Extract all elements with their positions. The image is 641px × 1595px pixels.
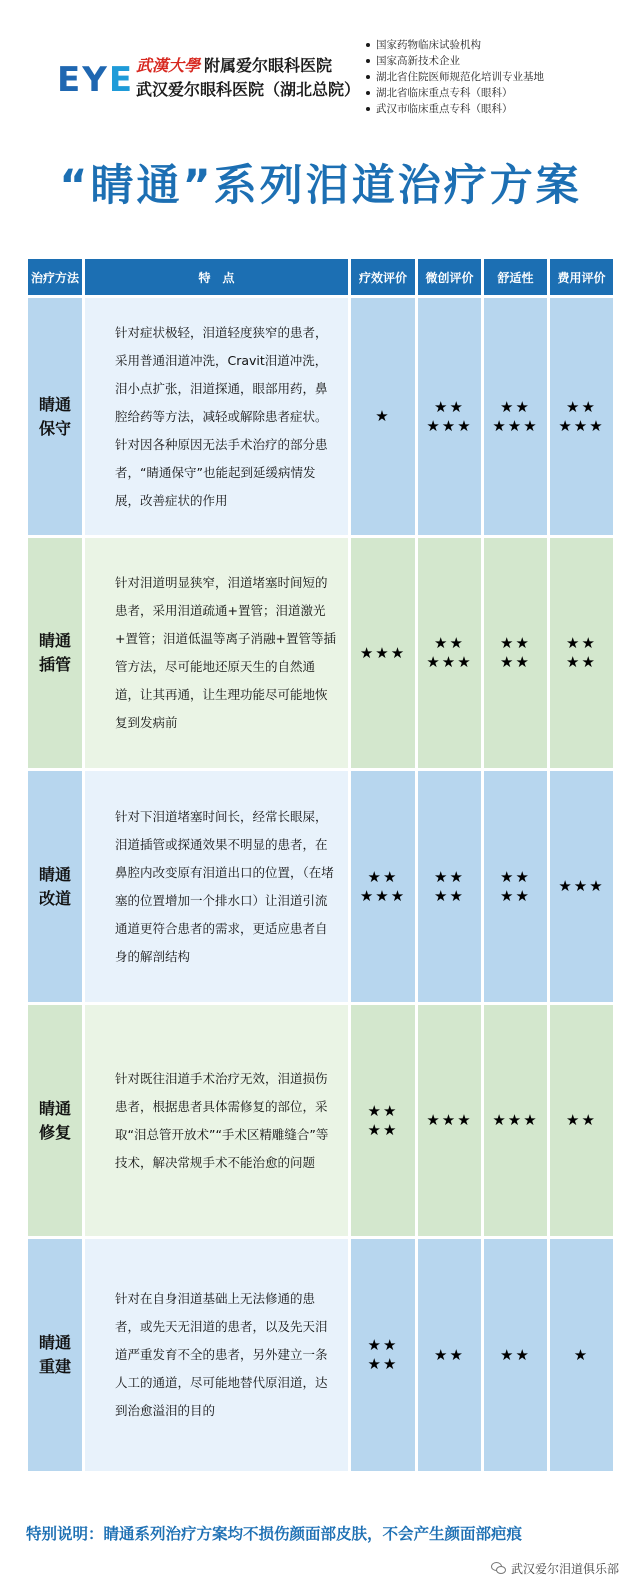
eye-logo — [57, 60, 134, 100]
star-icon-group: ★★ — [500, 886, 531, 905]
star-icon-group: ★ — [573, 1345, 590, 1364]
credential-item: 湖北省住院医师规范化培训专业基地 — [364, 69, 544, 85]
credential-item: 武汉市临床重点专科（眼科） — [364, 101, 544, 117]
table-row — [28, 771, 613, 1002]
efficacy-rating — [351, 771, 415, 1002]
header-invasiveness: 微创评价 — [418, 259, 481, 295]
cost-rating — [550, 1005, 613, 1236]
efficacy-rating — [351, 538, 415, 768]
watermark-text: 武汉爱尔泪道俱乐部 — [510, 1562, 619, 1576]
table-header-row — [28, 259, 613, 295]
cost-rating — [550, 298, 613, 535]
affiliated-hospital-name: 附属爱尔眼科医院 — [204, 56, 333, 75]
star-icon-group: ★★★ — [492, 1111, 539, 1129]
efficacy-rating — [351, 1239, 415, 1471]
special-note: 特别说明：睛通系列治疗方案均不损伤颜面部皮肤，不会产生颜面部疤痕 — [26, 1525, 523, 1543]
feature-cell: 针对既往泪道手术治疗无效，泪道损伤患者，根据患者具体需修复的部位，采取“泪总管开放术”“手术区精雕缝合”等技术，解决常规手术不能治愈的问题 — [85, 1005, 348, 1236]
invasiveness-rating — [418, 1239, 481, 1471]
star-icon-group: ★★ — [367, 1120, 399, 1139]
cost-rating — [550, 1239, 613, 1471]
wechat-watermark — [491, 1560, 619, 1577]
invasiveness-rating — [418, 538, 481, 768]
credential-item: 国家药物临床试验机构 — [364, 37, 544, 53]
invasiveness-rating — [418, 771, 481, 1002]
page-title: “睛通”系列泪道治疗方案 — [59, 161, 582, 211]
table-row — [28, 1005, 613, 1236]
credentials-list — [364, 37, 544, 117]
cost-rating — [550, 771, 613, 1002]
method-line: 重建 — [38, 1357, 71, 1376]
method-line: 修复 — [38, 1122, 71, 1142]
cost-rating — [550, 538, 613, 768]
logo-letter: E — [57, 60, 82, 100]
header-efficacy: 疗效评价 — [351, 259, 415, 295]
header-comfort: 舒适性 — [484, 259, 547, 295]
method-cell — [28, 538, 82, 768]
star-icon-group: ★★ — [566, 653, 597, 671]
star-icon-group: ★★ — [367, 1101, 399, 1120]
star-icon-group: ★★ — [566, 1111, 597, 1129]
efficacy-rating — [351, 298, 415, 535]
star-icon-group: ★★★ — [426, 653, 473, 671]
treatment-table — [25, 256, 616, 1474]
invasiveness-rating — [418, 1005, 481, 1236]
university-name: 武漢大學 — [136, 56, 201, 75]
table-row — [28, 1239, 613, 1471]
feature-cell: 针对泪道明显狭窄，泪道堵塞时间短的患者，采用泪道疏通+置管；泪道激光+置管；泪道低温等离子消融+置管等插管方法，尽可能地还原天生的自然通道，让其再通，让生理功能尽可能地恢复到发病前 — [85, 538, 348, 768]
star-icon-group: ★★ — [500, 653, 531, 671]
star-icon-group: ★★★ — [558, 416, 605, 435]
method-line: 保守 — [38, 418, 71, 438]
hospital-name-line2: 武汉爱尔眼科医院（湖北总院） — [136, 80, 361, 99]
method-cell — [28, 1005, 82, 1236]
credential-item: 湖北省临床重点专科（眼科） — [364, 85, 544, 101]
star-icon-group: ★★ — [367, 1336, 399, 1354]
method-line: 改道 — [38, 888, 71, 908]
method-line: 睛通 — [38, 1333, 71, 1352]
comfort-rating — [484, 1239, 547, 1471]
star-icon-group: ★★ — [434, 867, 465, 886]
star-icon-group: ★★★ — [558, 877, 605, 895]
star-icon-group: ★★ — [434, 397, 465, 416]
method-line: 睛通 — [38, 394, 71, 414]
method-cell — [28, 298, 82, 535]
header-cost: 费用评价 — [550, 259, 613, 295]
method-cell — [28, 1239, 82, 1471]
efficacy-rating — [351, 1005, 415, 1236]
star-icon-group: ★★ — [500, 397, 531, 416]
star-icon-group: ★★ — [367, 867, 399, 886]
star-icon-group: ★★★ — [359, 643, 407, 662]
logo-letter: E — [108, 60, 134, 100]
star-icon-group: ★★ — [434, 634, 465, 652]
method-line: 睛通 — [38, 1098, 71, 1118]
star-icon-group: ★★★ — [426, 416, 473, 435]
star-icon-group: ★★ — [566, 397, 597, 416]
comfort-rating — [484, 298, 547, 535]
star-icon-group: ★★ — [566, 634, 597, 652]
method-line: 睛通 — [38, 631, 71, 650]
star-icon-group: ★ — [375, 407, 391, 425]
feature-cell: 针对症状极轻，泪道轻度狭窄的患者，采用普通泪道冲洗，Cravit泪道冲洗，泪小点扩张，泪道探通，眼部用药，鼻腔给药等方法，减轻或解除患者症状。针对因各种原因无法手术治疗的部分患者，“睛通保守”也能起到延缓病情发展，改善症状的作用 — [85, 298, 348, 535]
table-row — [28, 538, 613, 768]
table-row — [28, 298, 613, 535]
method-line: 插管 — [38, 655, 71, 674]
wechat-icon — [491, 1562, 507, 1575]
feature-cell: 针对在自身泪道基础上无法修通的患者，或先天无泪道的患者，以及先天泪道严重发育不全的患者，另外建立一条人工的通道，尽可能地替代原泪道，达到治愈溢泪的目的 — [85, 1239, 348, 1471]
header-feature: 特 点 — [85, 259, 348, 295]
star-icon-group: ★★★ — [492, 416, 539, 435]
comfort-rating — [484, 771, 547, 1002]
star-icon-group: ★★ — [367, 1355, 399, 1373]
comfort-rating — [484, 538, 547, 768]
star-icon-group: ★★★ — [359, 886, 407, 905]
comfort-rating — [484, 1005, 547, 1236]
hospital-name-line1 — [136, 56, 332, 76]
method-line: 睛通 — [38, 864, 71, 884]
star-icon-group: ★★ — [500, 867, 531, 886]
page-header — [0, 0, 641, 140]
header-method: 治疗方法 — [28, 259, 82, 295]
credential-item: 国家高新技术企业 — [364, 53, 544, 69]
logo-letter: Y — [82, 60, 108, 100]
feature-cell: 针对下泪道堵塞时间长，经常长眼屎，泪道插管或探通效果不明显的患者，在鼻腔内改变原有泪道出口的位置，（在堵塞的位置增加一个排水口）让泪道引流通道更符合患者的需求，更适应患者自身的解剖结构 — [85, 771, 348, 1002]
star-icon-group: ★★ — [500, 1345, 531, 1364]
invasiveness-rating — [418, 298, 481, 535]
star-icon-group: ★★★ — [426, 1111, 473, 1129]
method-cell — [28, 771, 82, 1002]
star-icon-group: ★★ — [434, 886, 465, 905]
star-icon-group: ★★ — [434, 1345, 465, 1364]
star-icon-group: ★★ — [500, 634, 531, 652]
